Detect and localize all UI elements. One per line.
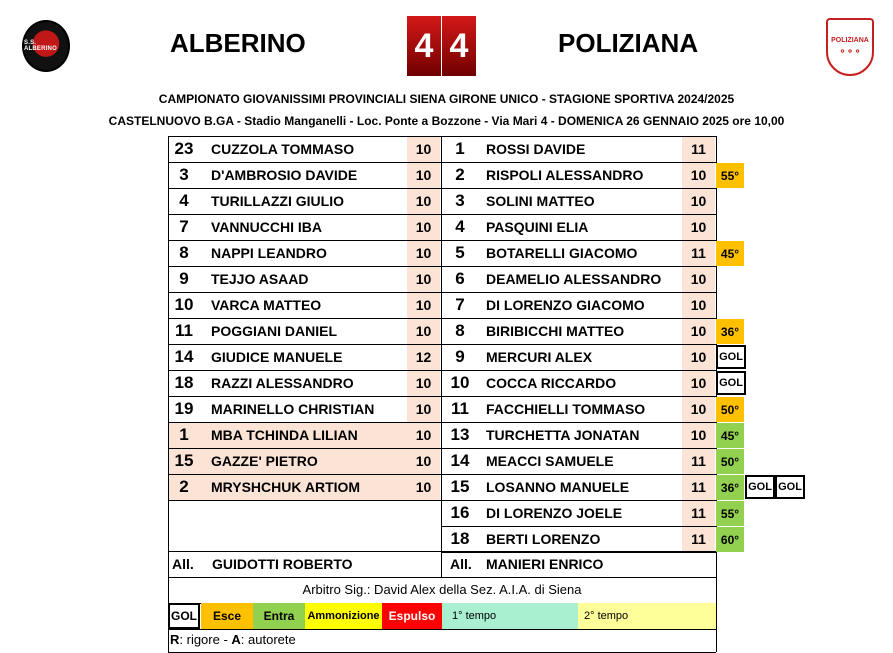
- home-player-age: 10: [407, 240, 440, 266]
- home-player-number: 4: [179, 191, 189, 210]
- olympic-rings-icon: ⚬⚬⚬: [838, 46, 862, 56]
- home-player-name: MBA TCHINDA LILIAN: [211, 427, 358, 443]
- home-player-number: 10: [174, 295, 194, 314]
- away-player-name: MERCURI ALEX: [486, 349, 593, 365]
- championship-title: CAMPIONATO GIOVANISSIMI PROVINCIALI SIENA GIRONE UNICO - STAGIONE SPORTIVA 2024/2025: [158, 92, 735, 106]
- away-team-logo: [826, 18, 874, 76]
- away-player-number: 8: [455, 321, 465, 340]
- note-r: R: [170, 632, 180, 647]
- row-divider: [168, 188, 716, 189]
- home-player-number: 14: [174, 347, 194, 366]
- away-player-age: 11: [682, 448, 715, 474]
- home-player-name: VARCA MATTEO: [211, 297, 322, 313]
- away-player-name: BOTARELLI GIACOMO: [486, 245, 638, 261]
- away-player-age: 10: [682, 344, 715, 370]
- row-divider: [168, 344, 716, 345]
- away-player-number: 13: [450, 425, 470, 444]
- home-player-number: 18: [174, 373, 194, 392]
- home-logo-text: S.S. ALBERINO: [24, 40, 57, 52]
- away-player-number: 7: [455, 295, 465, 314]
- row-divider: [168, 318, 716, 319]
- row-divider: [168, 500, 716, 501]
- away-player-name: SOLINI MATTEO: [486, 193, 595, 209]
- away-player-number: 16: [450, 503, 470, 522]
- away-coach-name: MANIERI ENRICO: [486, 556, 604, 572]
- away-player-name: MEACCI SAMUELE: [486, 453, 614, 469]
- home-player-number: 11: [175, 321, 193, 340]
- home-coach-name: GUIDOTTI ROBERTO: [212, 556, 353, 572]
- home-player-name: TEJJO ASAAD: [211, 271, 309, 287]
- note-a: A: [231, 632, 241, 647]
- event-minute: 50°: [716, 397, 744, 422]
- event-minute: 36°: [716, 475, 744, 500]
- away-team-name: POLIZIANA: [558, 28, 699, 58]
- away-player-age: 11: [682, 500, 715, 526]
- away-score: 4: [442, 16, 476, 76]
- home-player-age: 10: [407, 318, 440, 344]
- row-divider: [168, 162, 716, 163]
- away-player-number: 14: [450, 451, 470, 470]
- home-player-name: MRYSHCHUK ARTIOM: [211, 479, 361, 495]
- home-player-number: 23: [174, 139, 194, 158]
- row-divider: [168, 448, 716, 449]
- home-player-age: 10: [407, 370, 440, 396]
- away-player-name: COCCA RICCARDO: [486, 375, 617, 391]
- event-minute: 36°: [716, 319, 744, 344]
- away-player-number: 4: [455, 217, 465, 236]
- home-player-name: NAPPI LEANDRO: [211, 245, 327, 261]
- home-player-name: RAZZI ALESSANDRO: [211, 375, 354, 391]
- away-player-age: 10: [682, 188, 715, 214]
- row-divider: [168, 292, 716, 293]
- home-player-age: 10: [407, 214, 440, 240]
- home-score: 4: [407, 16, 441, 76]
- home-player-number: 8: [179, 243, 189, 262]
- away-player-age: 10: [682, 162, 715, 188]
- away-player-age: 11: [682, 526, 715, 552]
- event-minute: 60°: [716, 527, 744, 552]
- home-player-name: D'AMBROSIO DAVIDE: [211, 167, 358, 183]
- row-divider: [168, 136, 716, 137]
- referee-info: Arbitro Sig.: David Alex della Sez. A.I.A. di Siena: [302, 582, 582, 597]
- home-player-age: 10: [407, 448, 440, 474]
- note-r-text: : rigore -: [179, 632, 232, 647]
- away-player-name: DI LORENZO GIACOMO: [486, 297, 645, 313]
- away-player-number: 1: [455, 139, 465, 158]
- away-player-name: BERTI LORENZO: [486, 531, 601, 547]
- legend-gol: GOL: [168, 603, 200, 629]
- legend-secondo-tempo: 2° tempo: [578, 603, 716, 629]
- home-player-age: 10: [407, 474, 440, 500]
- venue-info: CASTELNUOVO B.GA - Stadio Manganelli - Loc. Ponte a Bozzone - Via Mari 4 - DOMENICA 26 GENNAIO 2025 ore 10,00: [108, 114, 785, 128]
- home-player-age: 10: [407, 292, 440, 318]
- row-divider: [442, 526, 716, 527]
- row-divider: [168, 474, 716, 475]
- home-player-age: 10: [407, 266, 440, 292]
- home-player-age: 10: [407, 396, 440, 422]
- away-player-age: 10: [682, 396, 715, 422]
- away-player-number: 9: [455, 347, 465, 366]
- footnote: [170, 632, 296, 647]
- home-player-age: 10: [407, 162, 440, 188]
- away-player-age: 10: [682, 292, 715, 318]
- away-player-name: DEAMELIO ALESSANDRO: [486, 271, 662, 287]
- home-player-name: MARINELLO CHRISTIAN: [211, 401, 375, 417]
- away-player-number: 5: [455, 243, 465, 262]
- home-player-age: 12: [407, 344, 440, 370]
- away-player-age: 10: [682, 370, 715, 396]
- away-player-number: 10: [450, 373, 470, 392]
- row-divider: [168, 240, 716, 241]
- home-player-name: POGGIANI DANIEL: [211, 323, 338, 339]
- away-player-age: 10: [682, 318, 715, 344]
- home-player-name: TURILLAZZI GIULIO: [211, 193, 344, 209]
- home-coach-label: All.: [172, 556, 194, 572]
- table-center-divider: [441, 136, 442, 577]
- away-player-number: 3: [455, 191, 465, 210]
- goal-badge: GOL: [716, 371, 746, 395]
- home-player-number: 2: [179, 477, 189, 496]
- home-player-name: GIUDICE MANUELE: [211, 349, 343, 365]
- home-team-logo: [22, 20, 70, 72]
- event-minute: 45°: [716, 241, 744, 266]
- legend-entra: Entra: [253, 603, 305, 629]
- row-divider: [168, 266, 716, 267]
- goal-badge: GOL: [716, 345, 746, 369]
- home-player-number: 7: [179, 217, 189, 236]
- table-border-left: [168, 136, 169, 652]
- home-team-name: ALBERINO: [170, 28, 306, 58]
- event-minute: 45°: [716, 423, 744, 448]
- goal-badge: GOL: [775, 475, 805, 499]
- home-player-name: CUZZOLA TOMMASO: [211, 141, 355, 157]
- away-player-name: TURCHETTA JONATAN: [486, 427, 640, 443]
- away-player-name: RISPOLI ALESSANDRO: [486, 167, 644, 183]
- row-divider: [168, 577, 716, 578]
- goal-badge: GOL: [745, 475, 775, 499]
- away-player-name: LOSANNO MANUELE: [486, 479, 630, 495]
- away-player-age: 11: [682, 240, 715, 266]
- row-divider: [168, 370, 716, 371]
- away-player-age: 10: [682, 266, 715, 292]
- row-divider: [168, 396, 716, 397]
- home-player-age: 10: [407, 188, 440, 214]
- home-player-number: 1: [179, 425, 189, 444]
- away-player-name: ROSSI DAVIDE: [486, 141, 586, 157]
- away-player-number: 11: [451, 399, 469, 418]
- home-player-number: 9: [179, 269, 189, 288]
- away-player-name: BIRIBICCHI MATTEO: [486, 323, 625, 339]
- home-player-number: 19: [174, 399, 194, 418]
- note-a-text: : autorete: [240, 632, 296, 647]
- home-player-age: 10: [407, 136, 440, 162]
- away-player-name: DI LORENZO JOELE: [486, 505, 623, 521]
- home-player-number: 15: [174, 451, 194, 470]
- away-logo-text: POLIZIANA: [831, 37, 869, 44]
- away-player-name: PASQUINI ELIA: [486, 219, 589, 235]
- away-player-number: 2: [455, 165, 465, 184]
- event-minute: 55°: [716, 501, 744, 526]
- away-player-age: 11: [682, 474, 715, 500]
- row-divider: [168, 629, 716, 630]
- event-minute: 55°: [716, 163, 744, 188]
- home-player-name: GAZZE' PIETRO: [211, 453, 318, 469]
- away-player-number: 6: [455, 269, 465, 288]
- away-player-number: 15: [450, 477, 470, 496]
- event-minute: 50°: [716, 449, 744, 474]
- legend-ammonizione: Ammonizione: [305, 603, 382, 629]
- home-player-age: 10: [407, 422, 440, 448]
- home-player-number: 3: [179, 165, 189, 184]
- away-player-age: 10: [682, 422, 715, 448]
- away-player-number: 18: [450, 529, 470, 548]
- home-player-name: VANNUCCHI IBA: [211, 219, 322, 235]
- row-divider: [168, 214, 716, 215]
- legend-espulso: Espulso: [382, 603, 442, 629]
- away-player-age: 11: [682, 136, 715, 162]
- legend-esce: Esce: [201, 603, 253, 629]
- away-player-age: 10: [682, 214, 715, 240]
- row-divider: [168, 422, 716, 423]
- legend-primo-tempo: 1° tempo: [442, 603, 578, 629]
- away-player-name: FACCHIELLI TOMMASO: [486, 401, 646, 417]
- away-coach-label: All.: [450, 556, 472, 572]
